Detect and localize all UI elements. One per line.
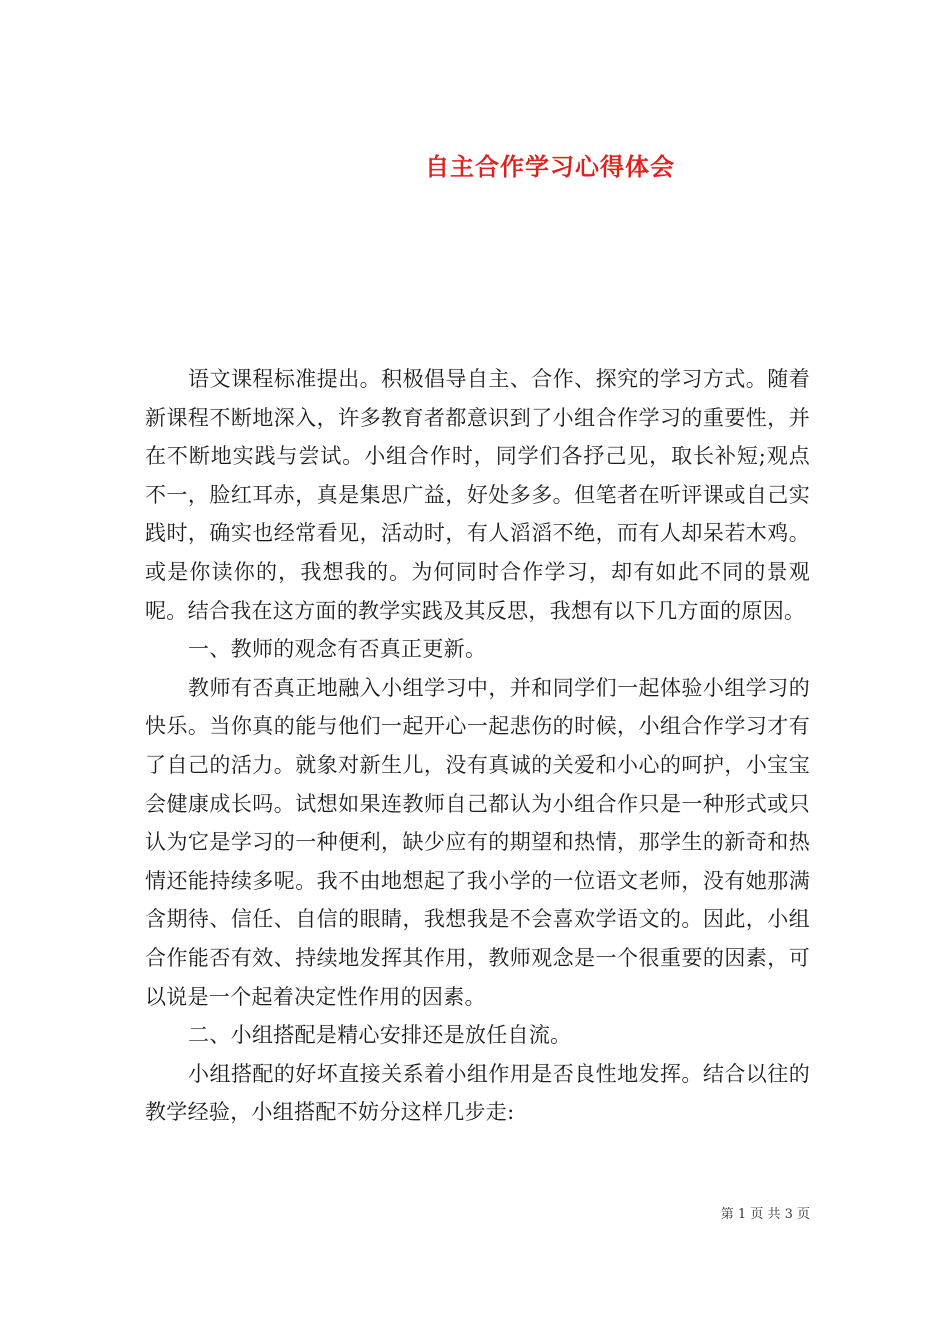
section-heading-2: 二、小组搭配是精心安排还是放任自流。 <box>188 1023 572 1048</box>
page-number: 第 1 页 共 3 页 <box>720 1207 810 1222</box>
document-title: 自主合作学习心得体会 <box>425 153 675 182</box>
paragraph-intro: 语文课程标准提出。积极倡导自主、合作、探究的学习方式。随着新课程不断地深入，许多教育者都意识到了小组合作学习的重要性，并在不断地实践与尝试。小组合作时，同学们各抒己见，取长补短;观点不一，脸红耳赤，真是集思广益，好处多多。但笔者在听评课或自己实践时，确实也经常看见，活动时，有人滔滔不绝，而有人却呆若木鸡。或是你读你的，我想我的。为何同时合作学习，却有如此不同的景观呢。结合我在这方面的教学实践及其反思，我想有以下几方面的原因。 <box>145 367 810 623</box>
section-heading-1: 一、教师的观念有否真正更新。 <box>188 637 487 662</box>
document-body <box>145 360 810 1132</box>
paragraph-section-2: 小组搭配的好坏直接关系着小组作用是否良性地发挥。结合以往的教学经验，小组搭配不妨分这样几步走: <box>145 1061 810 1125</box>
paragraph-section-1: 教师有否真正地融入小组学习中，并和同学们一起体验小组学习的快乐。当你真的能与他们一起开心一起悲伤的时候，小组合作学习才有了自己的活力。就象对新生儿，没有真诚的关爱和小心的呵护，小宝宝会健康成长吗。试想如果连教师自己都认为小组合作只是一种形式或只认为它是学习的一种便利，缺少应有的期望和热情，那学生的新奇和热情还能持续多呢。我不由地想起了我小学的一位语文老师，没有她那满含期待、信任、自信的眼睛，我想我是不会喜欢学语文的。因此，小组合作能否有效、持续地发挥其作用，教师观念是一个很重要的因素，可以说是一个起着决定性作用的因素。 <box>145 675 810 1009</box>
